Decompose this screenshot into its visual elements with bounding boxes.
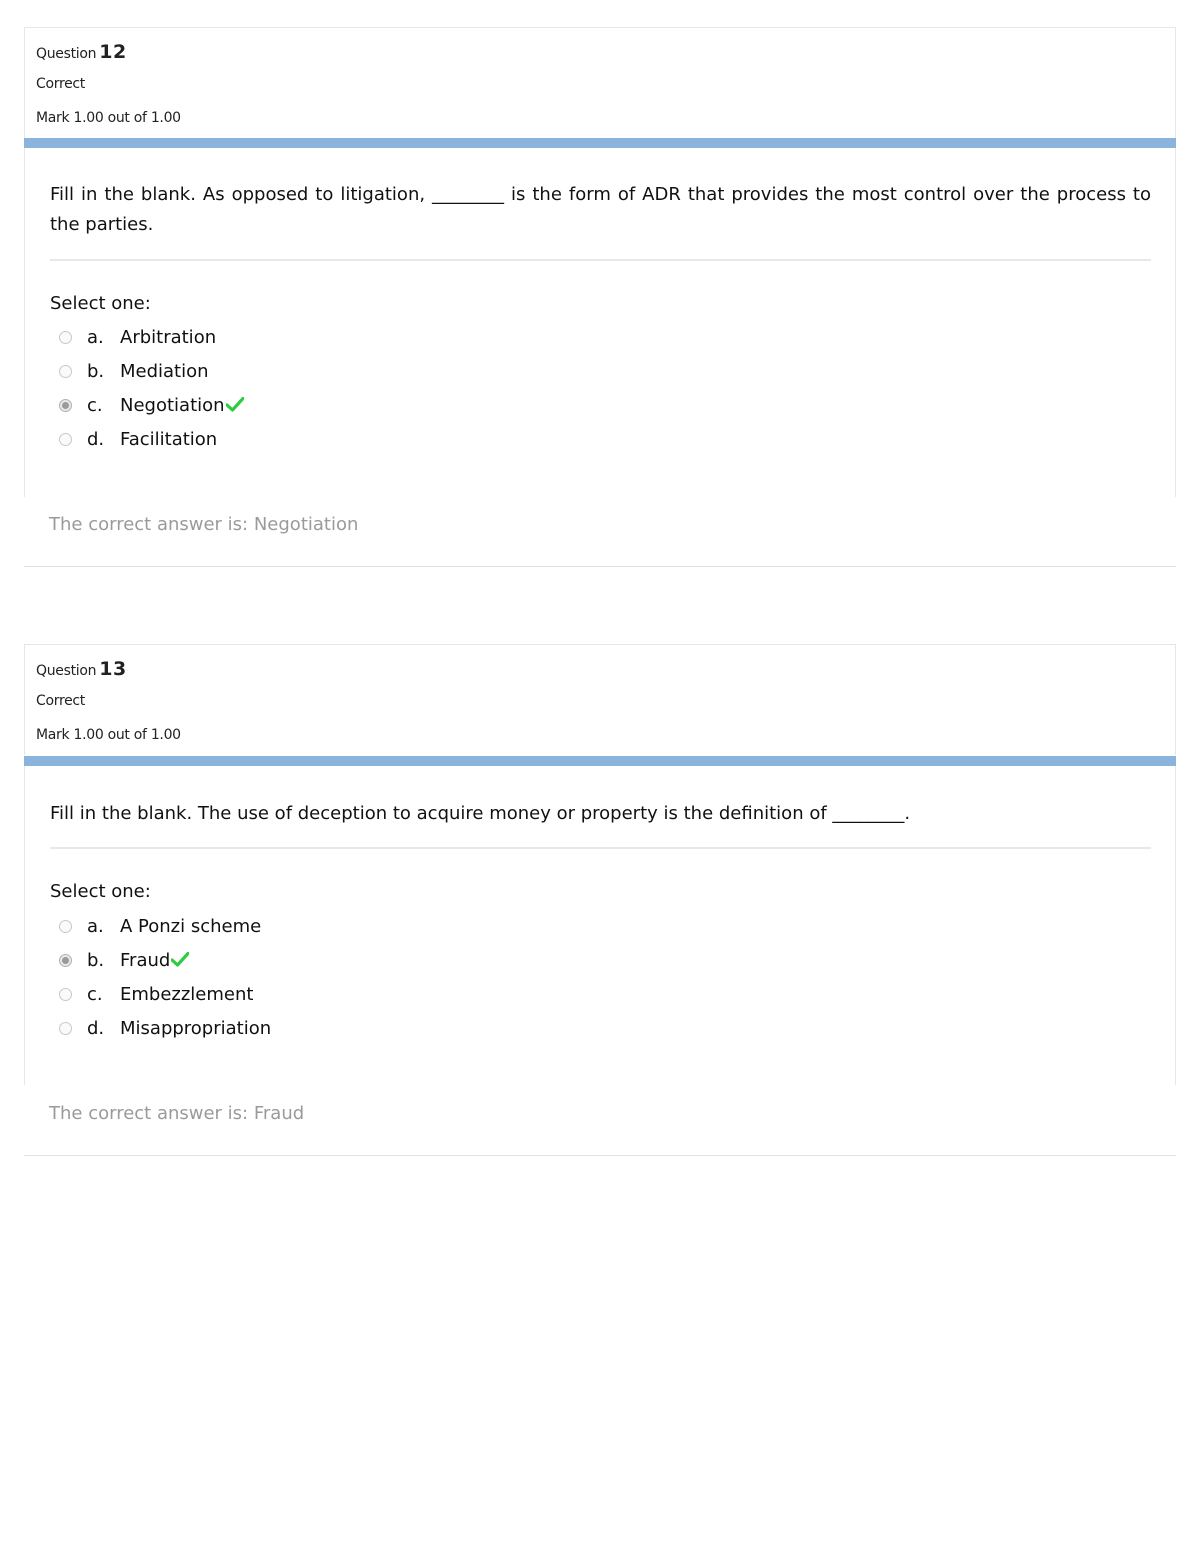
- question-info: [24, 27, 1176, 138]
- option-letter: c.: [87, 983, 103, 1005]
- option-c[interactable]: [59, 977, 253, 1011]
- option-c[interactable]: [59, 388, 244, 422]
- option-text: Mediation: [120, 360, 209, 382]
- option-text: Embezzlement: [120, 983, 254, 1005]
- question-status: Correct: [36, 76, 85, 92]
- question-bottom-rule: [24, 566, 1176, 567]
- question-text: Fill in the blank. As opposed to litigation, ________ is the form of ADR that provides the most control over the process to the parties.: [50, 184, 1151, 235]
- question-status: Correct: [36, 693, 85, 709]
- option-letter: a.: [87, 915, 104, 937]
- option-a[interactable]: [59, 320, 216, 354]
- question-mark: Mark 1.00 out of 1.00: [36, 110, 181, 126]
- option-letter: c.: [87, 394, 103, 416]
- correct-check-icon: [226, 397, 244, 413]
- radio-button[interactable]: [59, 365, 72, 378]
- question-number: 13: [99, 658, 127, 680]
- radio-button[interactable]: [59, 1022, 72, 1035]
- question-card: [24, 27, 1176, 535]
- option-d[interactable]: [59, 1011, 271, 1045]
- option-letter: a.: [87, 326, 104, 348]
- option-text: Misappropriation: [120, 1017, 272, 1039]
- radio-button[interactable]: [59, 920, 72, 933]
- option-text: Arbitration: [120, 326, 217, 348]
- question-info: [24, 644, 1176, 755]
- option-letter: b.: [87, 949, 105, 971]
- question-card: [24, 644, 1176, 1124]
- question-content: [24, 148, 1176, 497]
- option-text: Negotiation: [120, 394, 225, 416]
- question-bottom-rule: [24, 1155, 1176, 1156]
- correct-answer-feedback: The correct answer is: Negotiation: [49, 514, 359, 535]
- option-b[interactable]: [59, 354, 209, 388]
- option-text: A Ponzi scheme: [120, 915, 262, 937]
- option-letter: d.: [87, 1017, 105, 1039]
- question-separator: [50, 847, 1151, 849]
- question-content: [24, 766, 1176, 1085]
- radio-button-selected[interactable]: [59, 399, 72, 412]
- option-letter: b.: [87, 360, 105, 382]
- question-divider-bar: [24, 138, 1176, 148]
- radio-button[interactable]: [59, 331, 72, 344]
- question-number-label: Question 12: [36, 41, 127, 63]
- question-mark: Mark 1.00 out of 1.00: [36, 727, 181, 743]
- correct-answer-feedback: The correct answer is: Fraud: [49, 1103, 305, 1124]
- option-letter: d.: [87, 428, 105, 450]
- correct-check-icon: [171, 952, 189, 968]
- question-divider-bar: [24, 756, 1176, 766]
- option-d[interactable]: [59, 422, 217, 456]
- option-b[interactable]: [59, 943, 189, 977]
- select-one-label: Select one:: [50, 293, 151, 314]
- select-one-label: Select one:: [50, 881, 151, 902]
- radio-button-selected[interactable]: [59, 954, 72, 967]
- question-separator: [50, 259, 1151, 261]
- option-text: Fraud: [120, 949, 171, 971]
- option-text: Facilitation: [120, 428, 218, 450]
- option-a[interactable]: [59, 909, 261, 943]
- question-number: 12: [99, 41, 127, 63]
- question-text: Fill in the blank. The use of deception to acquire money or property is the definition of ________.: [50, 803, 911, 824]
- radio-button[interactable]: [59, 988, 72, 1001]
- radio-button[interactable]: [59, 433, 72, 446]
- question-number-label: Question 13: [36, 658, 127, 680]
